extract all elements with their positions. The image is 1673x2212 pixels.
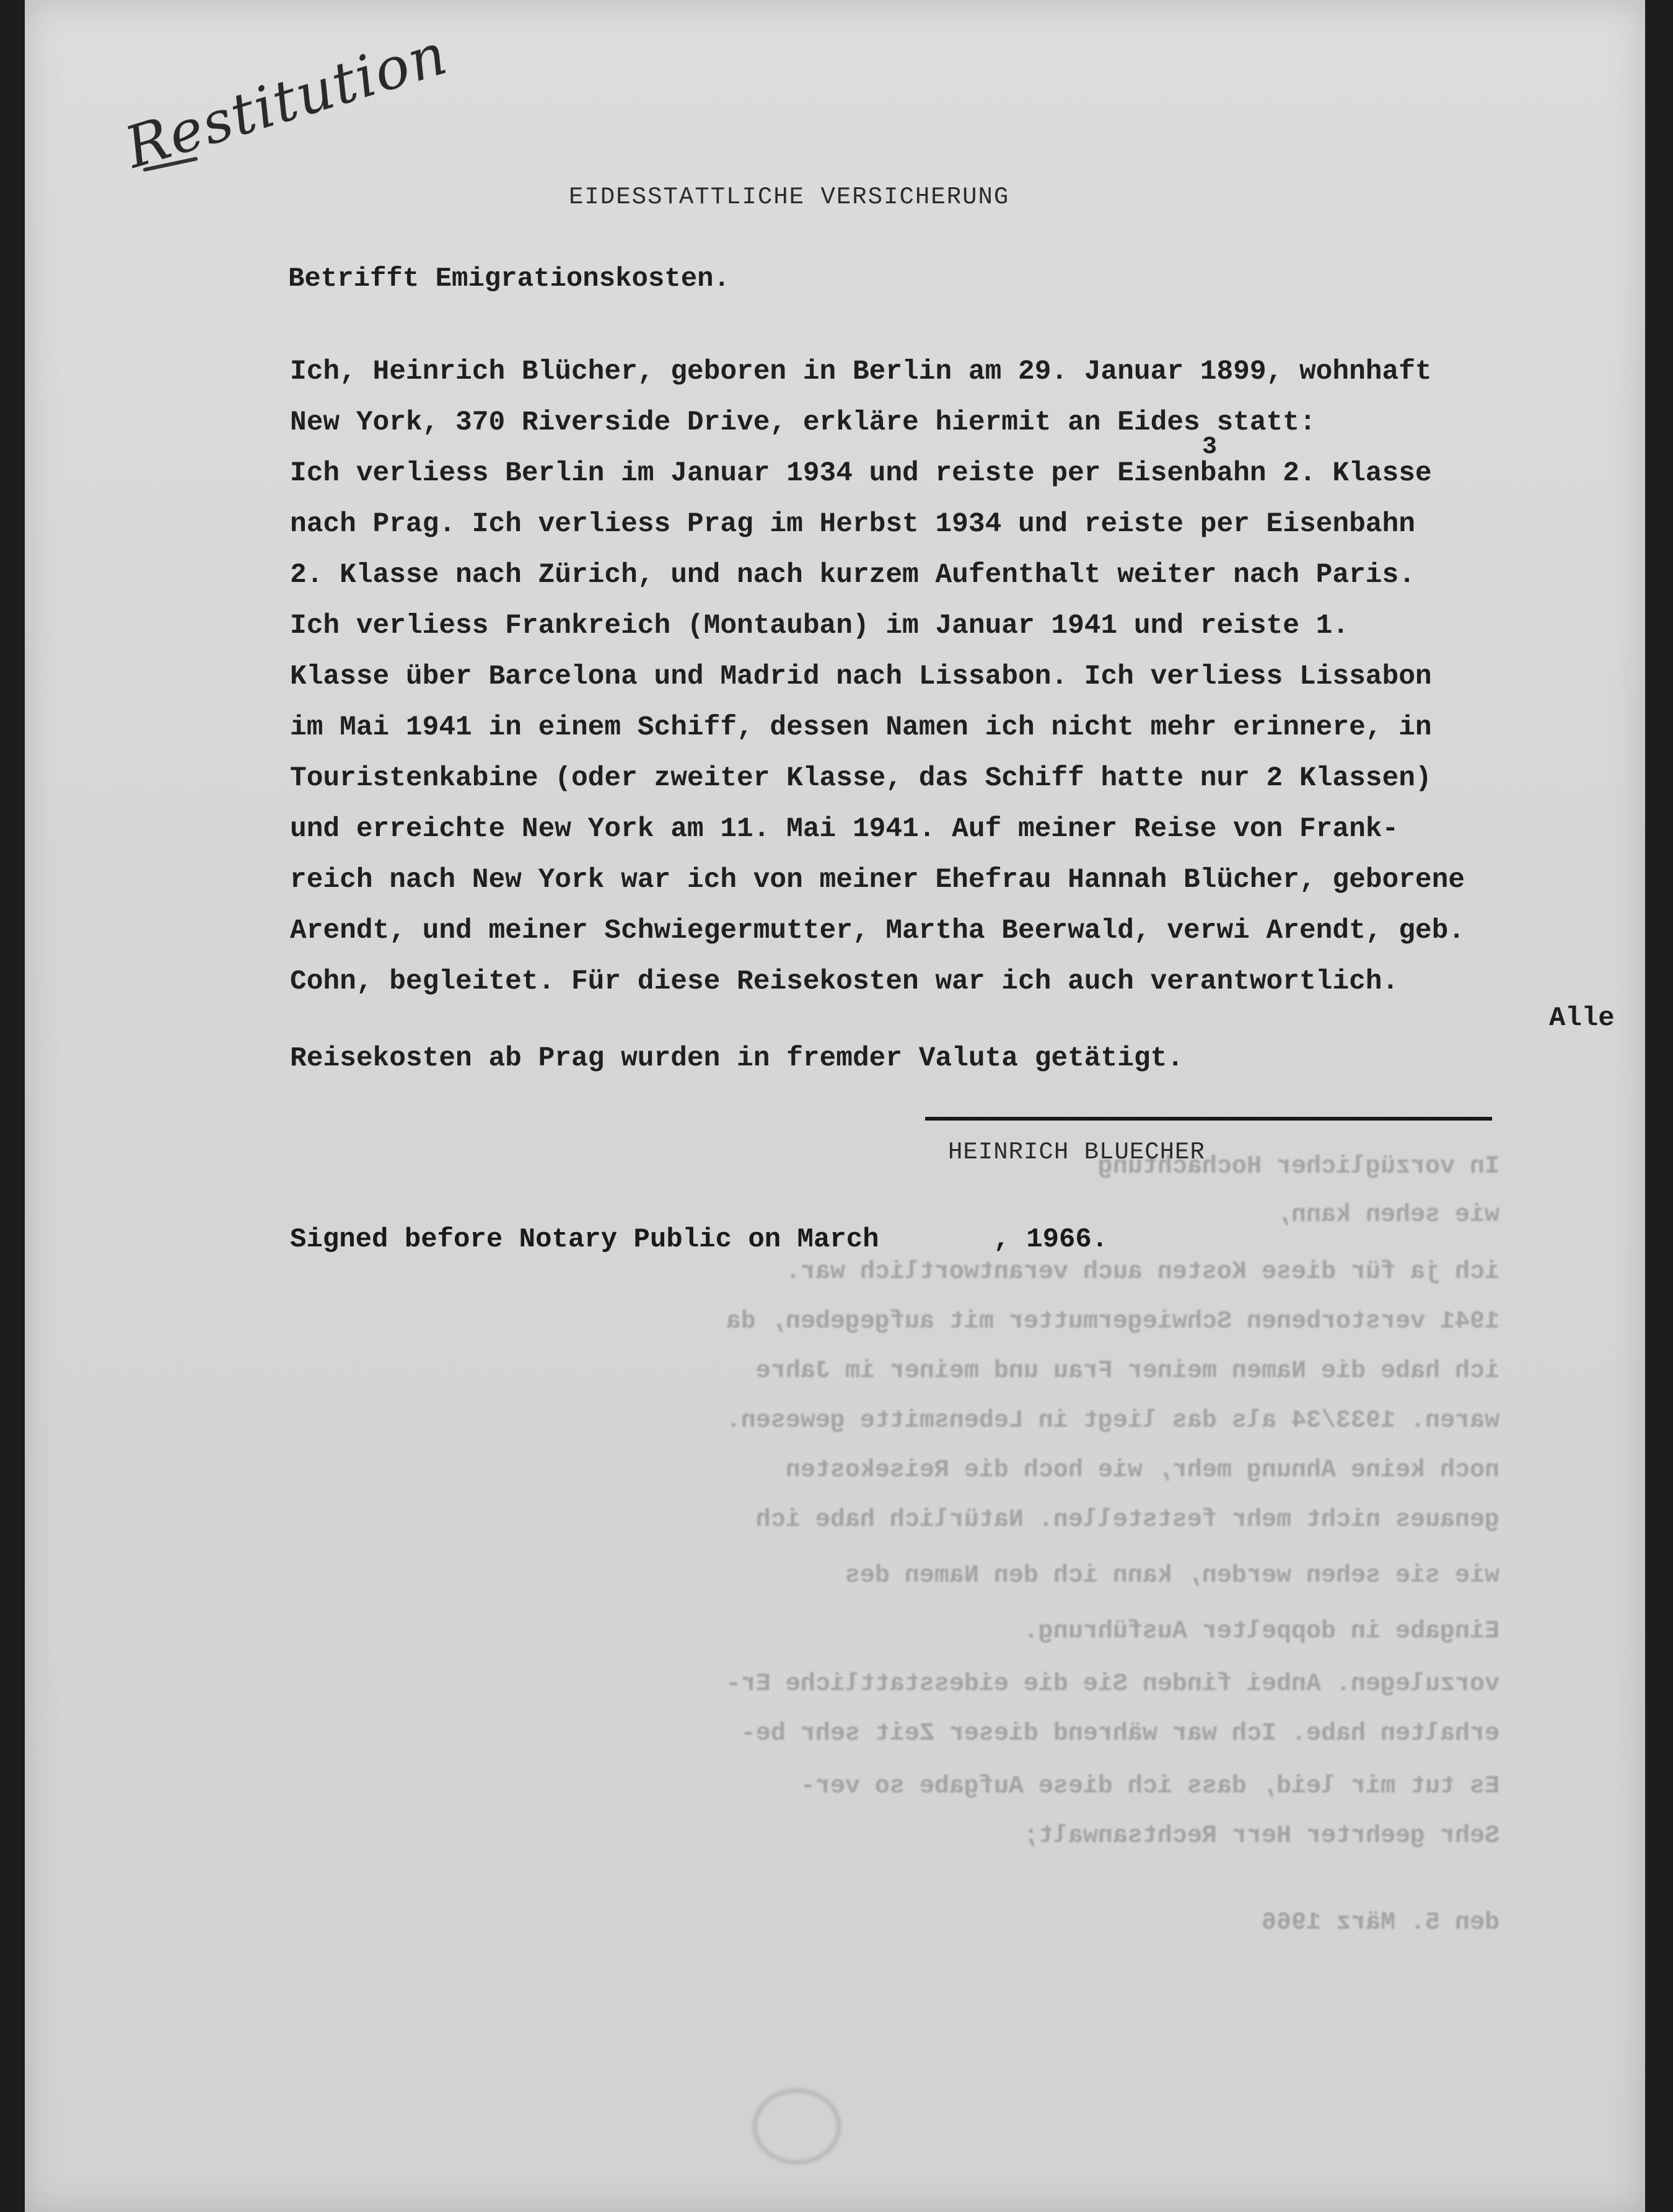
bleed-line: genaues nicht mehr feststellen. Natürlich habe ich bbox=[755, 1506, 1500, 1534]
body-line: Ich verliess Frankreich (Montauban) im Januar 1941 und reiste 1. bbox=[290, 610, 1350, 641]
handwritten-note: Restitution bbox=[118, 20, 455, 182]
bleed-line: waren. 1933/34 als das liegt in Lebensmitte gewesen. bbox=[726, 1407, 1500, 1435]
signature-line bbox=[925, 1117, 1492, 1121]
bleed-line: 1941 verstorbenen Schwiegermutter mit aufgegeben, da bbox=[726, 1308, 1500, 1336]
bleed-line: In vorzüglicher Hochachtung bbox=[1097, 1153, 1500, 1181]
notary-line: Signed before Notary Public on March , 1966. bbox=[290, 1224, 1109, 1255]
overstrike-correction: 3 bbox=[1202, 433, 1218, 461]
bleed-line: noch keine Ahnung mehr, wie hoch die Reisekosten bbox=[785, 1456, 1500, 1484]
bleed-line: Es tut mir leid, dass ich diese Aufgabe so ver- bbox=[800, 1773, 1500, 1800]
bleed-line: erhalten habe. Ich war während dieser Zeit sehr be- bbox=[740, 1720, 1500, 1748]
body-line: New York, 370 Riverside Drive, erkläre hiermit an Eides statt: bbox=[290, 407, 1316, 438]
body-line: Ich verliess Berlin im Januar 1934 und reiste per Eisenbahn 2. Klasse bbox=[290, 458, 1432, 489]
body-line: nach Prag. Ich verliess Prag im Herbst 1934 und reiste per Eisenbahn bbox=[290, 509, 1415, 540]
bleed-line: ich ja für diese Kosten auch verantwortlich war. bbox=[785, 1258, 1500, 1286]
bleed-line: wie sie sehen werden, kann ich den Namen des bbox=[845, 1562, 1500, 1590]
bleed-through-text bbox=[409, 1153, 1500, 1989]
body-line: Reisekosten ab Prag wurden in fremder Valuta getätigt. bbox=[290, 1043, 1184, 1074]
body-line: 2. Klasse nach Zürich, und nach kurzem Aufenthalt weiter nach Paris. bbox=[290, 560, 1415, 591]
document-title: EIDESSTATTLICHE VERSICHERUNG bbox=[569, 183, 1010, 211]
bleed-line: Sehr geehrter Herr Rechtsanwalt; bbox=[1023, 1822, 1500, 1850]
document-page bbox=[25, 0, 1645, 2212]
signature-name: HEINRICH BLUECHER bbox=[948, 1139, 1205, 1166]
body-line: Touristenkabine (oder zweiter Klasse, das Schiff hatte nur 2 Klassen) bbox=[290, 763, 1432, 794]
body-line: Ich, Heinrich Blücher, geboren in Berlin am 29. Januar 1899, wohnhaft bbox=[290, 356, 1432, 387]
bleed-line: ich habe die Namen meiner Frau und meiner im Jahre bbox=[755, 1357, 1500, 1385]
body-line: Arendt, und meiner Schwiegermutter, Martha Beerwald, verwi Arendt, geb. bbox=[290, 915, 1465, 946]
body-line: Klasse über Barcelona und Madrid nach Lissabon. Ich verliess Lissabon bbox=[290, 661, 1432, 692]
bleed-line: vorzulegen. Anbei finden Sie die eidesstattliche Er- bbox=[726, 1670, 1500, 1698]
body-line: Cohn, begleitet. Für diese Reisekosten war ich auch verantwortlich. bbox=[290, 966, 1399, 997]
bleed-line: Eingabe in doppelter Ausführung. bbox=[1023, 1618, 1500, 1646]
document-subject: Betrifft Emigrationskosten. bbox=[288, 263, 730, 294]
body-line: im Mai 1941 in einem Schiff, dessen Namen ich nicht mehr erinnere, in bbox=[290, 712, 1432, 743]
line-tail: Alle bbox=[1549, 1003, 1615, 1034]
faint-stamp-mark bbox=[753, 2089, 841, 2164]
bleed-line: den 5. März 1966 bbox=[1261, 1909, 1500, 1937]
body-line: reich nach New York war ich von meiner Ehefrau Hannah Blücher, geborene bbox=[290, 865, 1465, 896]
bleed-line: wie sehen kann, bbox=[1276, 1201, 1500, 1229]
body-line: und erreichte New York am 11. Mai 1941. Auf meiner Reise von Frank- bbox=[290, 814, 1399, 845]
